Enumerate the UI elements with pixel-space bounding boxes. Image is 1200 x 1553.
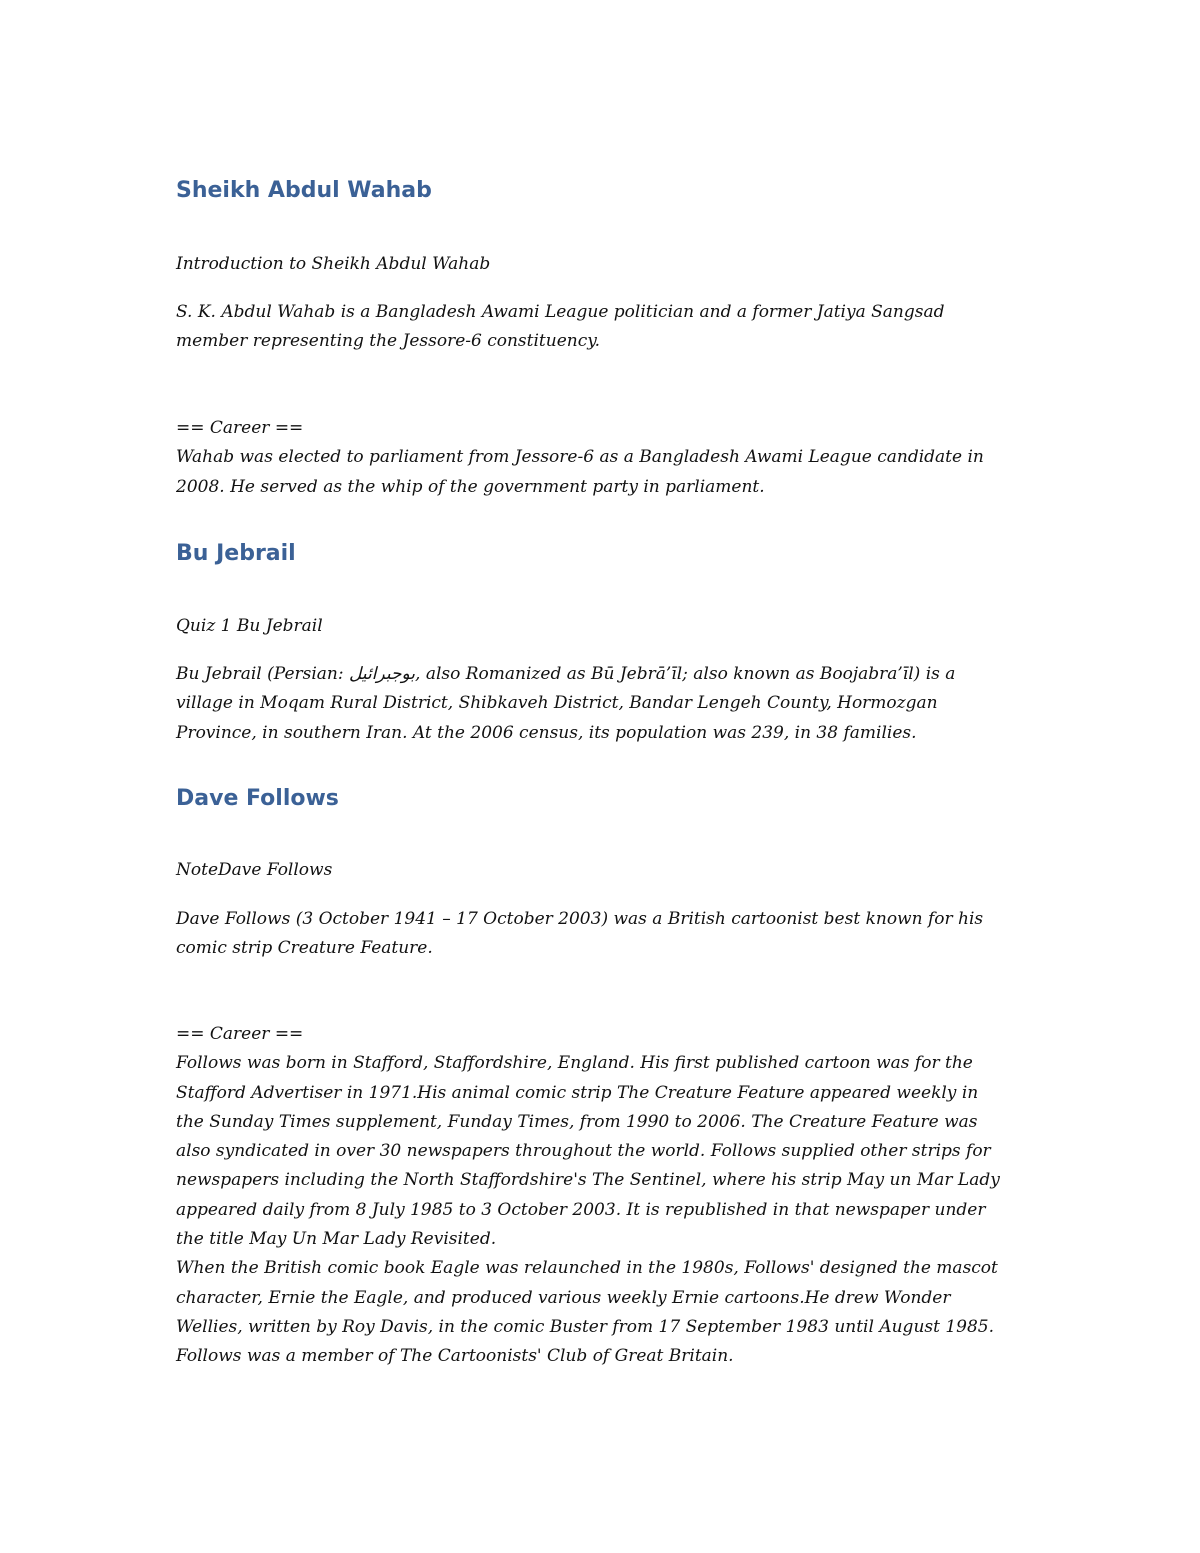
text-line: comic strip Creature Feature. (176, 938, 433, 959)
text-line: Follows was a member of The Cartoonists' Club of Great Britain. (176, 1346, 734, 1367)
text-line: 2008. He served as the whip of the government party in parliament. (176, 476, 765, 497)
text-line: character, Ernie the Eagle, and produced various weekly Ernie cartoons.He drew Wonder (176, 1287, 951, 1308)
text-line: When the British comic book Eagle was relaunched in the 1980s, Follows' designed the mascot (176, 1258, 998, 1279)
text-line: Wellies, written by Roy Davis, in the comic Buster from 17 September 1983 until August 1985. (176, 1316, 995, 1337)
text-line: also syndicated in over 30 newspapers throughout the world. Follows supplied other strips for (176, 1141, 991, 1162)
text-line: Province, in southern Iran. At the 2006 census, its population was 239, in 38 families. (176, 722, 917, 743)
text-line: Wahab was elected to parliament from Jessore-6 as a Bangladesh Awami League candidate in (176, 447, 984, 468)
text-line: Follows was born in Stafford, Staffordshire, England. His first published cartoon was for the (176, 1053, 973, 1074)
text-line: == Career == (176, 1024, 304, 1044)
section-subtitle: Quiz 1 Bu Jebrail (176, 616, 323, 636)
text-line: the Sunday Times supplement, Funday Times, from 1990 to 2006. The Creature Feature was (176, 1111, 978, 1132)
text-line: member representing the Jessore-6 constituency. (176, 331, 600, 352)
paragraph (176, 1020, 1026, 1372)
section-heading-bu-jebrail: Bu Jebrail (176, 541, 296, 566)
text-line: appeared daily from 8 July 1985 to 3 October 2003. It is republished in that newspaper under (176, 1199, 986, 1220)
section-subtitle: NoteDave Follows (176, 860, 333, 880)
paragraph (176, 905, 1026, 964)
text-line: the title May Un Mar Lady Revisited. (176, 1229, 497, 1250)
text-line: Stafford Advertiser in 1971.His animal comic strip The Creature Feature appeared weekly in (176, 1082, 979, 1103)
text-line: village in Moqam Rural District, Shibkaveh District, Bandar Lengeh County, Hormozgan (176, 693, 938, 714)
paragraph (176, 414, 1026, 502)
text-line: S. K. Abdul Wahab is a Bangladesh Awami League politician and a former Jatiya Sangsad (176, 302, 945, 322)
text-line: Dave Follows (3 October 1941 – 17 October 2003) was a British cartoonist best known for his (176, 909, 984, 929)
text-line: == Career == (176, 418, 304, 438)
text-line: Bu Jebrail (Persian: بوجبرائيل, also Romanized as Bū Jebrā’īl; also known as Boojabra’īl) is a (176, 664, 956, 684)
paragraph (176, 298, 1026, 357)
section-subtitle: Introduction to Sheikh Abdul Wahab (176, 254, 491, 274)
paragraph (176, 660, 1026, 748)
section-heading-dave-follows: Dave Follows (176, 786, 339, 811)
text-line: newspapers including the North Staffordshire's The Sentinel, where his strip May un Mar Lady (176, 1170, 1000, 1191)
section-heading-sheikh-abdul-wahab: Sheikh Abdul Wahab (176, 178, 432, 203)
